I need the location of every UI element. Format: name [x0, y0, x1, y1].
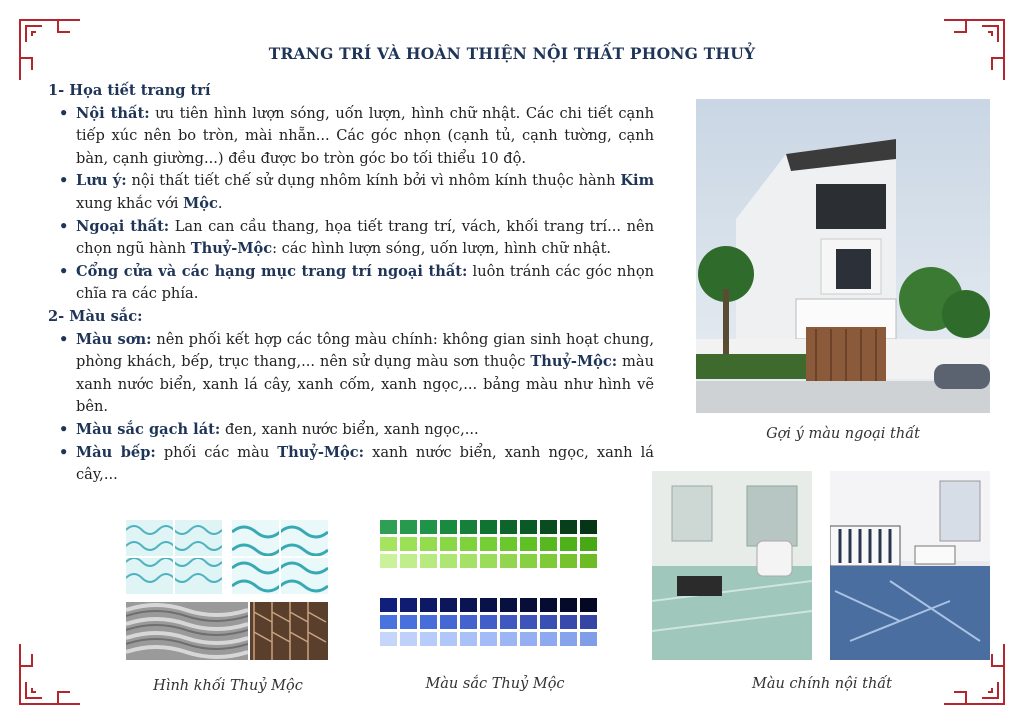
item-text: xung khắc với: [76, 194, 184, 212]
color-swatch: [480, 554, 497, 568]
color-swatch: [540, 537, 557, 551]
color-swatch: [440, 632, 457, 646]
color-swatch: [420, 615, 437, 629]
color-swatch: [380, 554, 397, 568]
list-item: [76, 216, 654, 261]
page-title: TRANG TRÍ VÀ HOÀN THIỆN NỘI THẤT PHONG THUỶ: [268, 44, 756, 63]
color-swatch: [560, 598, 577, 612]
color-swatch: [400, 537, 417, 551]
color-swatch: [580, 554, 597, 568]
exterior-house-photo: [696, 99, 990, 413]
color-swatch: [540, 554, 557, 568]
color-swatch: [400, 615, 417, 629]
color-swatch: [460, 520, 477, 534]
item-label: Cổng cửa và các hạng mục trang trí ngoại thất:: [76, 262, 468, 280]
color-swatch: [500, 632, 517, 646]
color-swatch: [580, 632, 597, 646]
color-swatch: [580, 537, 597, 551]
item-text: phối các màu: [155, 443, 278, 461]
color-swatch: [380, 632, 397, 646]
item-text: xanh nước biển, xanh ngọc, xanh lá cây,...: [76, 443, 654, 484]
section2-list: [48, 329, 654, 487]
color-swatch: [400, 632, 417, 646]
wooden-panel-screen: [250, 602, 328, 660]
item-text: luôn tránh các góc nhọn chĩa ra các phía.: [76, 262, 655, 303]
list-item: [76, 419, 654, 442]
color-swatch: [400, 520, 417, 534]
color-swatch: [420, 537, 437, 551]
list-item: [76, 261, 654, 306]
color-swatch: [460, 554, 477, 568]
section1-list: [48, 103, 654, 306]
color-swatch: [500, 537, 517, 551]
list-item: [76, 442, 654, 487]
item-text: nên phối kết hợp các tông màu chính: không gian sinh hoạt chung, phòng khách, bếp, trục thang,... nên sử dụng màu sơn thuộc: [76, 330, 655, 371]
color-swatch: [560, 615, 577, 629]
color-swatch: [420, 520, 437, 534]
color-swatch: [420, 632, 437, 646]
color-swatch: [420, 554, 437, 568]
color-swatch: [380, 598, 397, 612]
color-swatch: [460, 615, 477, 629]
green-color-palette: [380, 520, 597, 568]
color-swatch: [580, 520, 597, 534]
color-swatch: [440, 598, 457, 612]
interior-blue-floor-photo: [830, 471, 990, 660]
colors-caption: Màu sắc Thuỷ Mộc: [425, 676, 565, 692]
item-label: Ngoại thất:: [76, 217, 170, 235]
item-text: nội thất tiết chế sử dụng nhôm kính bởi vì nhôm kính thuộc hành: [126, 172, 621, 190]
list-item: [76, 329, 654, 419]
color-swatch: [500, 554, 517, 568]
color-swatch: [540, 598, 557, 612]
color-swatch: [520, 598, 537, 612]
item-label: Màu bếp:: [76, 443, 156, 461]
color-swatch: [440, 537, 457, 551]
exterior-caption: Gợi ý màu ngoại thất: [766, 426, 920, 442]
item-label: Màu sắc gạch lát:: [76, 420, 221, 438]
color-swatch: [520, 632, 537, 646]
color-swatch: [560, 520, 577, 534]
color-swatch: [580, 598, 597, 612]
color-swatch: [460, 537, 477, 551]
color-swatch: [380, 537, 397, 551]
item-emphasis: Mộc: [183, 194, 218, 212]
item-text: .: [217, 194, 223, 212]
item-emphasis: Thuỷ-Mộc:: [530, 353, 618, 371]
color-swatch: [540, 632, 557, 646]
color-swatch: [480, 537, 497, 551]
color-swatch: [460, 632, 477, 646]
item-emphasis: Thuỷ-Mộc: [190, 240, 273, 258]
color-swatch: [440, 615, 457, 629]
color-swatch: [380, 615, 397, 629]
color-swatch: [380, 520, 397, 534]
section2-heading: 2- Màu sắc:: [48, 307, 143, 325]
color-swatch: [520, 520, 537, 534]
color-swatch: [480, 520, 497, 534]
item-label: Lưu ý:: [76, 172, 127, 190]
item-label: Nội thất:: [76, 104, 150, 122]
color-swatch: [540, 520, 557, 534]
color-swatch: [500, 520, 517, 534]
shapes-caption: Hình khối Thuỷ Mộc: [153, 678, 303, 694]
main-text: [48, 80, 654, 487]
color-swatch: [500, 615, 517, 629]
item-emphasis: Kim: [620, 172, 655, 190]
corner-ornament-bottom-left: [18, 636, 88, 706]
color-swatch: [520, 615, 537, 629]
color-swatch: [520, 537, 537, 551]
color-swatch: [400, 554, 417, 568]
color-swatch: [520, 554, 537, 568]
color-swatch: [480, 632, 497, 646]
interior-living-room-photo: [652, 471, 812, 660]
color-swatch: [560, 554, 577, 568]
list-item: [76, 103, 654, 171]
color-swatch: [540, 615, 557, 629]
color-swatch: [440, 554, 457, 568]
list-item: [76, 170, 654, 215]
color-swatch: [460, 598, 477, 612]
wavy-3d-wall-panel: [126, 602, 248, 660]
color-swatch: [560, 537, 577, 551]
color-swatch: [580, 615, 597, 629]
item-emphasis: Thuỷ-Mộc:: [277, 443, 365, 461]
item-label: Màu sơn:: [76, 330, 152, 348]
wave-tile-pattern-2: [232, 520, 328, 594]
color-swatch: [480, 598, 497, 612]
color-swatch: [480, 615, 497, 629]
interior-caption: Màu chính nội thất: [751, 676, 892, 692]
item-text: màu xanh nước biển, xanh lá cây, xanh cốm, xanh ngọc,... bảng màu như hình vẽ bên.: [76, 353, 654, 416]
wave-tile-pattern-1: [126, 520, 222, 594]
color-swatch: [400, 598, 417, 612]
item-text: đen, xanh nước biển, xanh ngọc,...: [220, 420, 479, 438]
item-text: ưu tiên hình lượn sóng, uốn lượn, hình chữ nhật. Các chi tiết cạnh tiếp xúc nên bo tròn, mài nhẵn... Các góc nhọn (cạnh tủ, cạnh tường, cạnh bàn, cạnh giường...) đều được bo tròn góc bo tối thiểu 10 độ.: [76, 104, 654, 167]
color-swatch: [420, 598, 437, 612]
color-swatch: [560, 632, 577, 646]
color-swatch: [500, 598, 517, 612]
item-text: Lan can cầu thang, họa tiết trang trí, vách, khối trang trí... nên chọn ngũ hành: [76, 217, 654, 258]
item-text: : các hình lượn sóng, uốn lượn, hình chữ nhật.: [272, 240, 612, 258]
blue-color-palette: [380, 598, 597, 646]
color-swatch: [440, 520, 457, 534]
section1-heading: 1- Họa tiết trang trí: [48, 82, 211, 99]
